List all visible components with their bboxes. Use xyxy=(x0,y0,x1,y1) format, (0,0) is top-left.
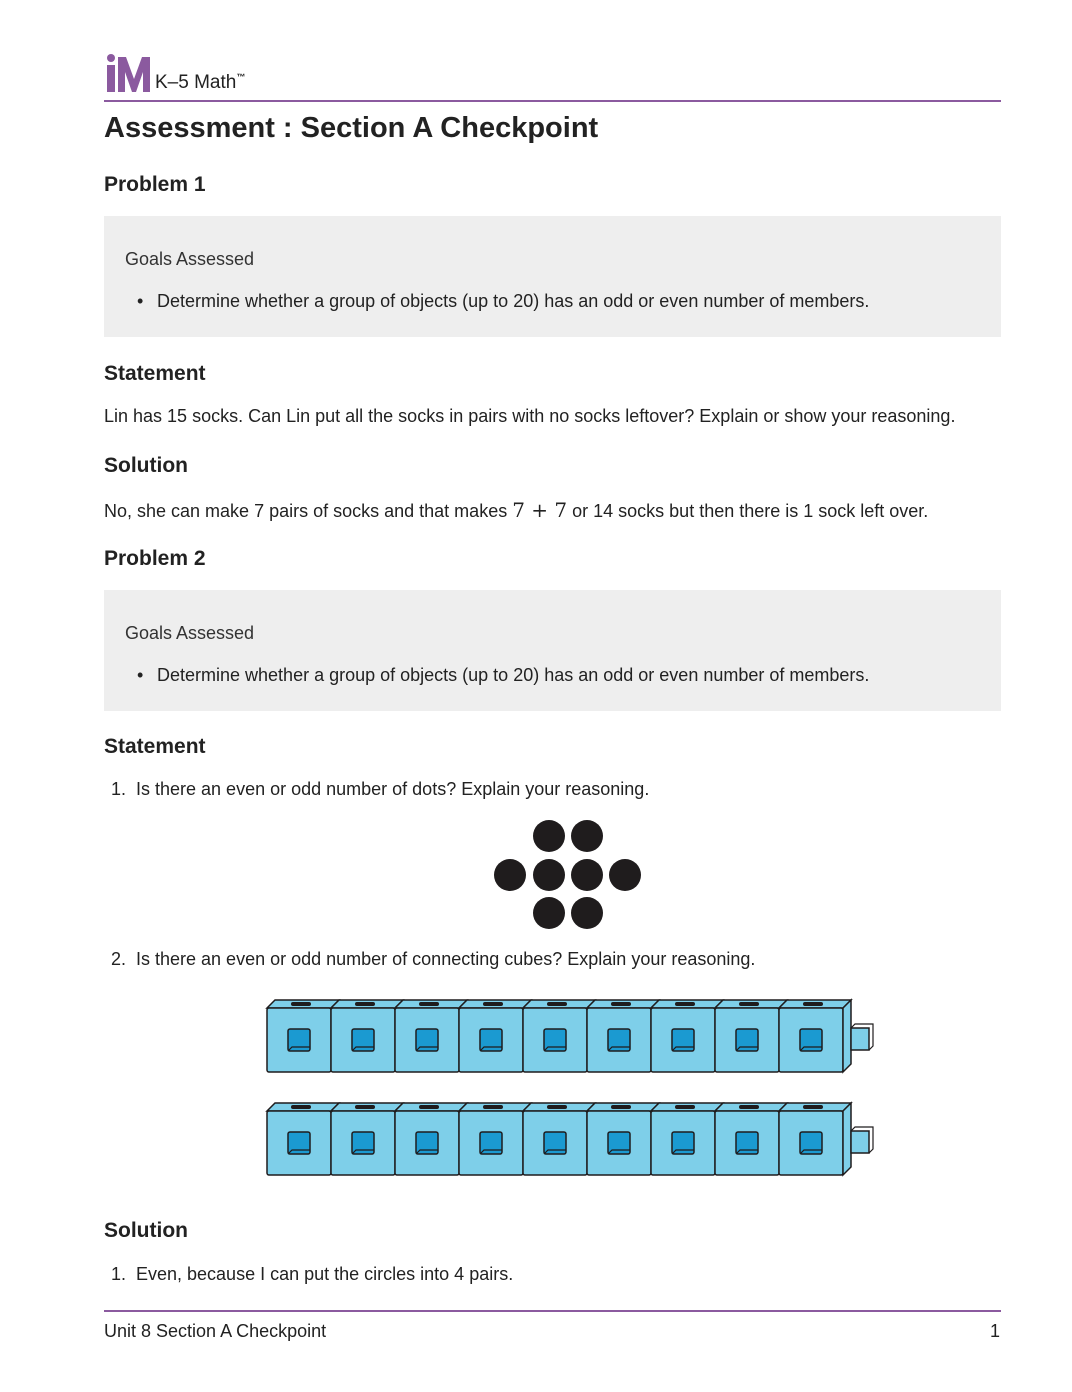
dot xyxy=(571,859,603,891)
statement-heading-2: Statement xyxy=(104,735,206,758)
connecting-cube xyxy=(459,1103,531,1175)
goals-title: Goals Assessed xyxy=(125,623,255,643)
page-number: 1 xyxy=(989,1321,1000,1341)
dot xyxy=(571,820,603,852)
connecting-cube xyxy=(779,1000,851,1072)
connecting-cube xyxy=(587,1103,659,1175)
dot xyxy=(533,820,565,852)
goals-box-1 xyxy=(104,216,1001,337)
cube-connector xyxy=(851,1028,869,1050)
math-expression: 7 + 7 xyxy=(512,498,568,522)
bullet: • xyxy=(137,665,144,685)
connecting-cube xyxy=(395,1103,467,1175)
connecting-cube xyxy=(523,1103,595,1175)
cube-side-face xyxy=(843,1103,851,1175)
solution-heading-2: Solution xyxy=(104,1219,188,1242)
goal-item: Determine whether a group of objects (up to 20) has an odd or even number of members. xyxy=(157,665,870,685)
solution-item-1: 1. Even, because I can put the circles into 4 pairs. xyxy=(110,1264,514,1284)
dots-figure xyxy=(490,816,650,932)
statement-item-2: 2. Is there an even or odd number of connecting cubes? Explain your reasoning. xyxy=(110,949,756,969)
connecting-cube xyxy=(523,1000,595,1072)
connecting-cube xyxy=(395,1000,467,1072)
statement-item-1: 1. Is there an even or odd number of dots? Explain your reasoning. xyxy=(110,779,650,799)
connecting-cube xyxy=(459,1000,531,1072)
dot xyxy=(609,859,641,891)
bullet: • xyxy=(137,291,144,311)
cube-connector xyxy=(851,1131,869,1153)
connecting-cube xyxy=(715,1103,787,1175)
header-rule xyxy=(104,100,1001,102)
product-name: K–5 Math™ xyxy=(155,72,246,93)
problem-2-heading: Problem 2 xyxy=(104,547,206,570)
connecting-cubes-figure xyxy=(260,995,880,1185)
cube-row xyxy=(267,1000,873,1072)
goals-box-2 xyxy=(104,590,1001,711)
cube-side-face xyxy=(843,1000,851,1072)
solution-heading-1: Solution xyxy=(104,454,188,477)
connecting-cube xyxy=(267,1000,339,1072)
footer-rule xyxy=(104,1310,1001,1312)
connecting-cube xyxy=(779,1103,851,1175)
im-logo xyxy=(104,54,154,94)
connecting-cube xyxy=(331,1000,403,1072)
cube-row xyxy=(267,1103,873,1175)
dot xyxy=(494,859,526,891)
footer-title: Unit 8 Section A Checkpoint xyxy=(104,1321,327,1341)
connecting-cube xyxy=(331,1103,403,1175)
page-title: Assessment : Section A Checkpoint xyxy=(104,112,599,144)
statement-text-1: Lin has 15 socks. Can Lin put all the socks in pairs with no socks leftover? Explain or show your reasoning. xyxy=(104,406,956,426)
dot xyxy=(533,897,565,929)
connecting-cube xyxy=(651,1103,723,1175)
connecting-cube xyxy=(651,1000,723,1072)
goal-item: Determine whether a group of objects (up to 20) has an odd or even number of members. xyxy=(157,291,870,311)
dot xyxy=(533,859,565,891)
solution-text-1: No, she can make 7 pairs of socks and that makes 7 + 7 or 14 socks but then there is 1 sock left over. xyxy=(104,498,929,522)
goals-title: Goals Assessed xyxy=(125,249,255,269)
statement-heading-1: Statement xyxy=(104,362,206,385)
connecting-cube xyxy=(715,1000,787,1072)
connecting-cube xyxy=(267,1103,339,1175)
dot xyxy=(571,897,603,929)
problem-1-heading: Problem 1 xyxy=(104,173,206,196)
connecting-cube xyxy=(587,1000,659,1072)
